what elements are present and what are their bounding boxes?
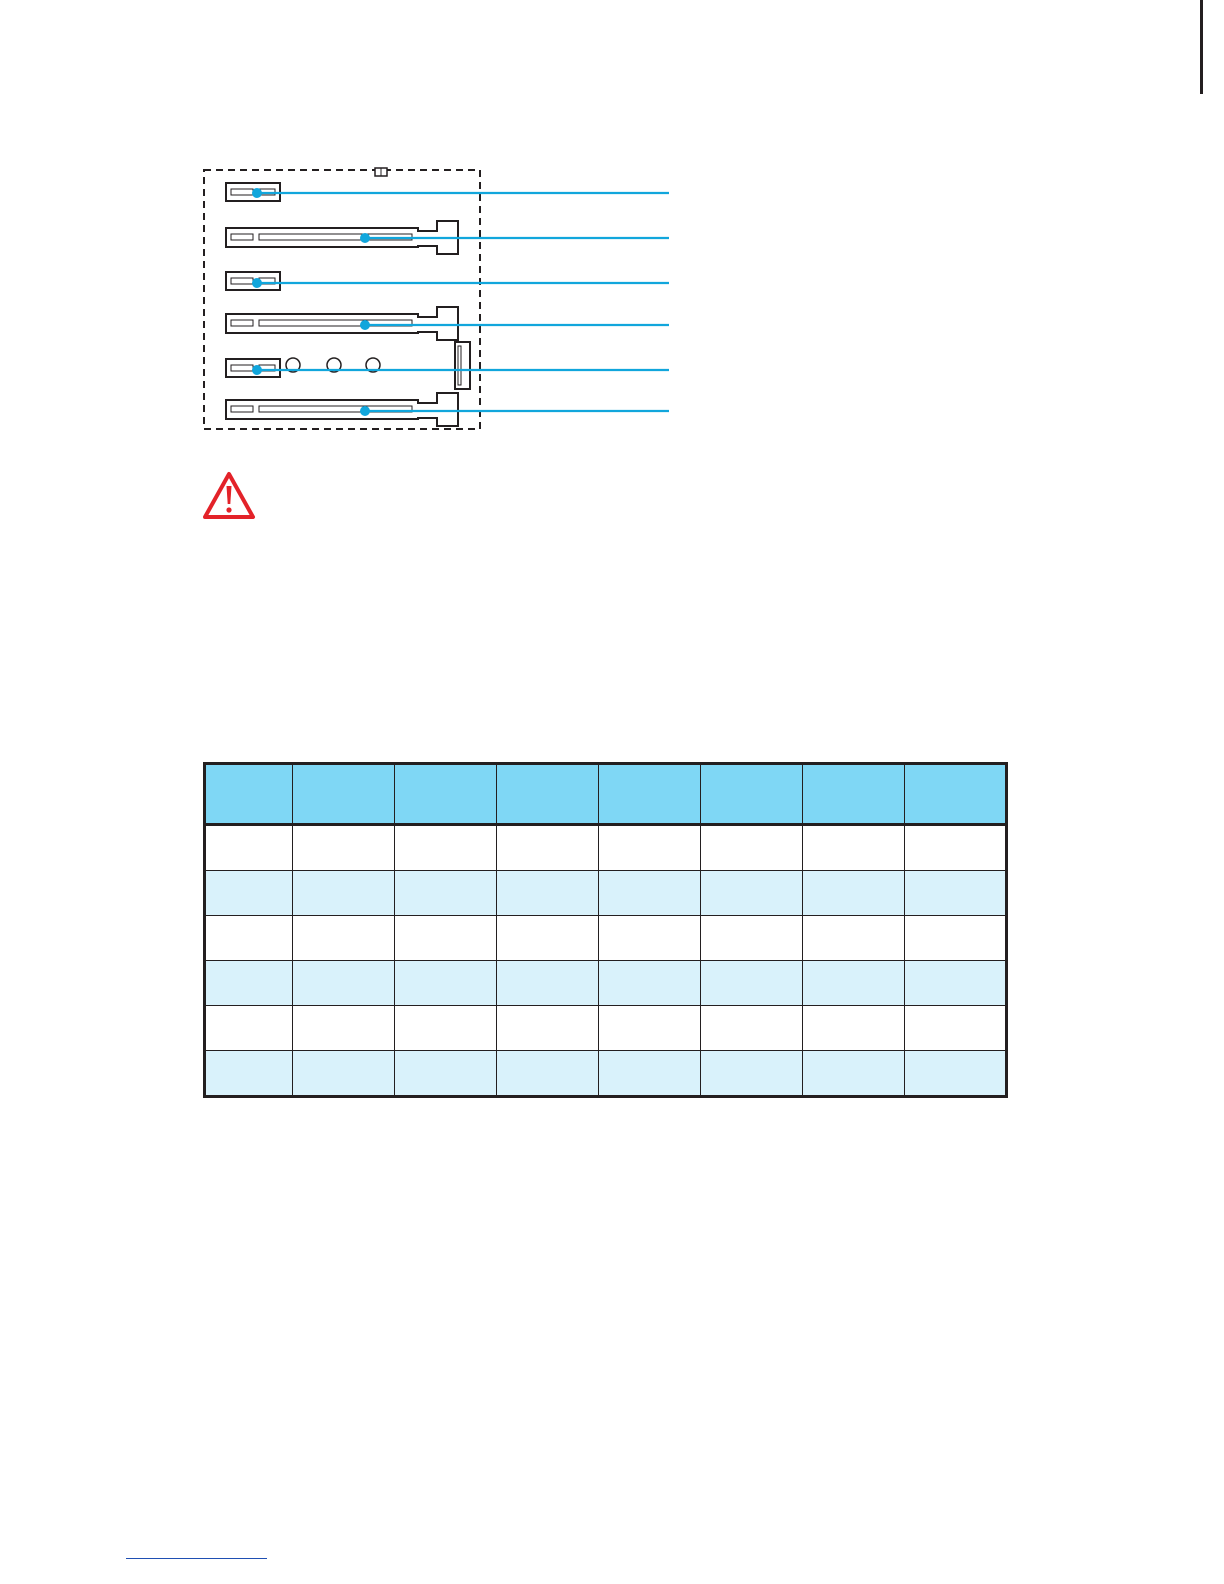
table-cell — [293, 1051, 395, 1097]
table-cell — [497, 916, 599, 961]
table-header-cell — [803, 764, 905, 825]
table-cell — [701, 1051, 803, 1097]
table-cell — [395, 825, 497, 871]
table-cell — [497, 961, 599, 1006]
table-cell — [905, 871, 1007, 916]
table-cell — [395, 871, 497, 916]
table-cell — [205, 961, 293, 1006]
table-cell — [293, 825, 395, 871]
table-cell — [205, 916, 293, 961]
table-cell — [205, 1051, 293, 1097]
table-cell — [293, 961, 395, 1006]
table-cell — [205, 825, 293, 871]
table-cell — [395, 1006, 497, 1051]
table-cell — [905, 1051, 1007, 1097]
table-cell — [905, 825, 1007, 871]
table-cell — [599, 1006, 701, 1051]
table-cell — [701, 961, 803, 1006]
table-header-cell — [293, 764, 395, 825]
table-cell — [599, 961, 701, 1006]
leader-line-3 — [252, 278, 669, 288]
table-header-cell — [497, 764, 599, 825]
table-cell — [803, 1006, 905, 1051]
table-cell — [701, 871, 803, 916]
table-header-cell — [599, 764, 701, 825]
table-cell — [293, 871, 395, 916]
vertical-connector — [455, 342, 470, 389]
pcie-x16-slot-2 — [226, 307, 458, 340]
table-header-cell — [701, 764, 803, 825]
table-header-cell — [395, 764, 497, 825]
table-cell — [803, 961, 905, 1006]
table-cell — [599, 871, 701, 916]
footer-link-underline — [126, 1558, 267, 1559]
expansion-slot-diagram — [0, 0, 1224, 460]
warning-triangle-icon — [202, 471, 256, 521]
table-cell — [803, 1051, 905, 1097]
table-header-cell — [905, 764, 1007, 825]
table-row — [205, 825, 1007, 871]
table-cell — [905, 961, 1007, 1006]
table-cell — [599, 916, 701, 961]
slot-bandwidth-table — [203, 762, 1008, 1098]
table-cell — [905, 916, 1007, 961]
pcie-x16-slot-3 — [226, 393, 458, 426]
table-cell — [905, 1006, 1007, 1051]
table-cell — [701, 1006, 803, 1051]
table-cell — [497, 1006, 599, 1051]
table-cell — [803, 916, 905, 961]
table-cell — [701, 825, 803, 871]
table-cell — [395, 1051, 497, 1097]
table-cell — [395, 916, 497, 961]
table-header-row — [205, 764, 1007, 825]
table-row — [205, 961, 1007, 1006]
table-row — [205, 916, 1007, 961]
table-cell — [599, 825, 701, 871]
table-cell — [803, 871, 905, 916]
table-cell — [599, 1051, 701, 1097]
table-cell — [803, 825, 905, 871]
table-row — [205, 871, 1007, 916]
table-cell — [497, 1051, 599, 1097]
table-cell — [701, 916, 803, 961]
table-cell — [497, 825, 599, 871]
table-header-cell — [205, 764, 293, 825]
leader-line-1 — [252, 188, 669, 198]
board-outline — [204, 170, 480, 429]
jumper-connector — [375, 168, 387, 176]
table-cell — [205, 871, 293, 916]
table-cell — [293, 1006, 395, 1051]
table-row — [205, 1051, 1007, 1097]
table-cell — [205, 1006, 293, 1051]
table-row — [205, 1006, 1007, 1051]
table-cell — [497, 871, 599, 916]
table-cell — [395, 961, 497, 1006]
table-cell — [293, 916, 395, 961]
